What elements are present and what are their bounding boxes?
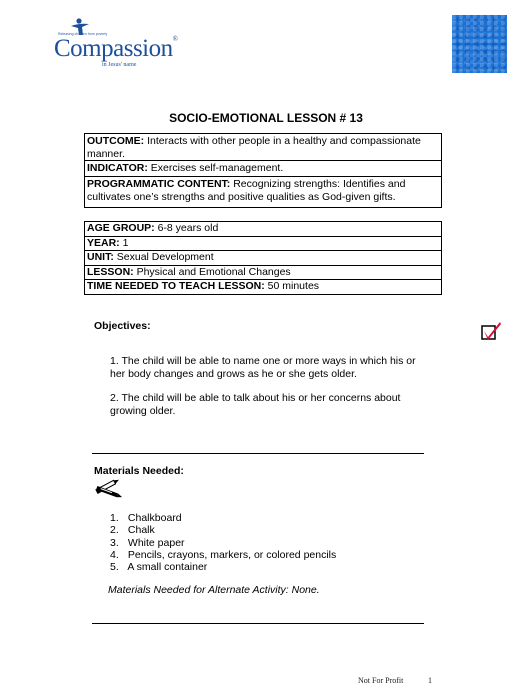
age-label: AGE GROUP: (87, 222, 155, 234)
compassion-logo (50, 18, 178, 68)
unit-line (85, 251, 441, 266)
blue-corner-block (452, 15, 507, 73)
list-item (110, 512, 336, 524)
divider (92, 453, 424, 454)
lesson-label: LESSON: (87, 265, 134, 278)
time-text: 50 minutes (264, 280, 320, 293)
divider (92, 623, 424, 624)
lesson-line (85, 266, 441, 281)
indicator-text: Exercises self-management. (147, 162, 284, 174)
outcome-box (84, 133, 442, 208)
alternate-materials-note: Materials Needed for Alternate Activity: None. (108, 584, 320, 596)
unit-text: Sexual Development (113, 251, 214, 264)
list-text: Pencils, crayons, markers, or colored pencils (127, 548, 337, 561)
materials-list (110, 512, 336, 573)
page-number: 1 (428, 676, 432, 685)
footer-text: Not For Profit (358, 676, 404, 685)
list-number: 5. (110, 561, 119, 574)
outcome-text: Interacts with other people in a healthy and compassionate manner. (87, 135, 421, 161)
objective-item: 1. The child will be able to name one or more ways in which his or her body changes and grows as he or she gets older. (110, 355, 416, 381)
year-line (85, 237, 441, 252)
list-text: Chalkboard (127, 512, 182, 524)
list-text: Chalk (127, 524, 155, 537)
age-line (85, 222, 441, 237)
indicator-label: INDICATOR: (87, 162, 148, 174)
content-text: Recognizing strengths: Identifies and cultivates one’s strengths and positive qualities as God-given gifts. (87, 178, 406, 204)
year-text: 1 (119, 236, 129, 249)
time-label: TIME NEEDED TO TEACH LESSON: (87, 280, 265, 293)
logo-tagline: Releasing children from poverty (58, 32, 108, 36)
materials-heading: Materials Needed: (94, 465, 184, 477)
logo-brand (54, 36, 177, 61)
lesson-text: Physical and Emotional Changes (133, 265, 291, 278)
content-line (85, 177, 441, 207)
logo-trademark: ® (172, 35, 178, 43)
objective-item: 2. The child will be able to talk about his or her concerns about growing older. (110, 392, 401, 418)
list-item (110, 524, 336, 536)
time-line (85, 280, 441, 295)
lesson-info-box (84, 221, 442, 295)
list-item (110, 561, 336, 573)
age-text: 6-8 years old (154, 222, 219, 234)
list-item (110, 549, 336, 561)
indicator-line (85, 161, 441, 177)
list-text: A small container (127, 561, 208, 574)
list-text: White paper (127, 536, 185, 549)
outcome-line (85, 134, 441, 161)
pencil-crayon-icon (94, 478, 126, 500)
list-number: 3. (110, 536, 119, 549)
objectives-heading: Objectives: (94, 320, 151, 332)
list-item (110, 537, 336, 549)
list-number: 2. (110, 524, 119, 537)
logo-subtitle: in Jesus' name (102, 62, 137, 68)
outcome-label: OUTCOME: (87, 135, 145, 147)
page-title: SOCIO-EMOTIONAL LESSON # 13 (169, 111, 363, 125)
checkmark-box-icon (481, 321, 503, 343)
logo-brand-text: Compassion (54, 35, 173, 62)
unit-label: UNIT: (87, 251, 114, 264)
list-number: 4. (110, 548, 119, 561)
list-number: 1. (110, 512, 119, 524)
year-label: YEAR: (87, 236, 120, 249)
content-label: PROGRAMMATIC CONTENT: (87, 178, 231, 190)
